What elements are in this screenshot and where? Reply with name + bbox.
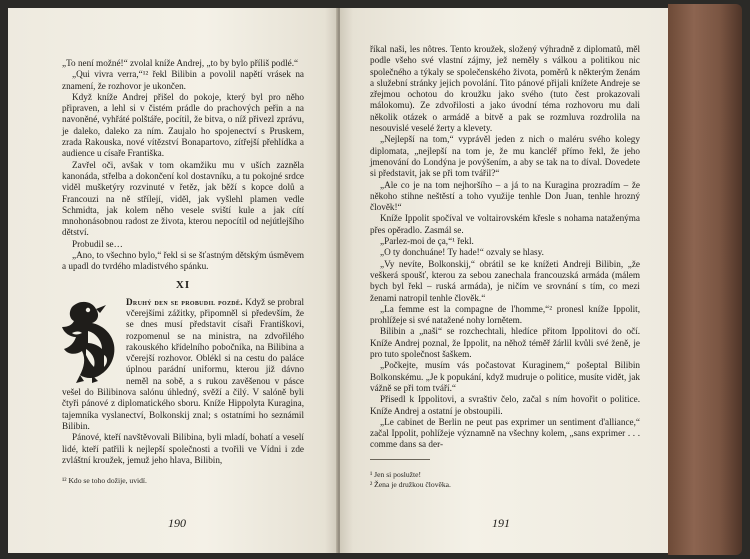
paragraph: „O ty donchuáne! Ty hade!“ ozvaly se hlasy. xyxy=(380,247,544,258)
footnotes xyxy=(370,470,640,490)
footnotes xyxy=(62,476,304,486)
page-number: 190 xyxy=(168,516,186,530)
book-cover-edge xyxy=(668,4,742,555)
footnote: ¹² Kdo se toho dožije, uvidí. xyxy=(62,476,147,486)
paragraph: Pánové, kteří navštěvovali Bilibina, byli mladí, bohatí a veselí lidé, kteří patřili k nejlepší společnosti a tvořili ve Vídni i zde zvláštní kroužek, jemuž jeho hlava, Bilibin, xyxy=(62,432,304,465)
paragraph: Přisedl k Ippolitovi, a svraštiv čelo, začal s ním hovořit o politice. Kníže Andrej a ostatní je obstoupili. xyxy=(370,394,640,416)
paragraph: Když kníže Andrej přišel do pokoje, který byl pro něho připraven, a lehl si v čistém prádle do prachových peřin a na navoněné, vyhřáté polštáře, pocítil, že bitva, o níž přivezl zprávu, je daleko, daleko za ním. Zaujalo ho spojenectví s Pruskem, zrada Rakouska, nové vítězství Bonapartovo, zítřejší přehlídka a audience u císaře Františka. xyxy=(62,91,304,159)
paragraph: „Počkejte, musím vás počastovat Kuraginem,“ pošeptal Bilibin Bolkonskému. „Je k popukání, když mudruje o politice, musíte vidět, jak vážně se při tom tváří.“ xyxy=(370,360,640,393)
paragraph: „Qui vivra verra,“¹² řekl Bilibin a povolil napětí vrásek na znamení, že rozhovor je ukončen. xyxy=(62,69,304,91)
chapter-title: XI xyxy=(175,278,191,291)
paragraph: „La femme est la compagne de l'homme,“² pronesl kníže Ippolit, prohlížeje si své natažené nohy lornětem. xyxy=(370,303,640,326)
paragraph: „To není možné!“ zvolal kníže Andrej, „to by bylo příliš podlé.“ xyxy=(62,58,299,68)
paragraph: „Parlez-moi de ça,“¹ řekl. xyxy=(380,236,474,247)
paragraph: „Ano, to všechno bylo,“ řekl si se šťastným dětským úsměvem a upadl do tvrdého mladistvého spánku. xyxy=(62,250,304,272)
paragraph: Probudil se… xyxy=(72,238,123,249)
chapter-opening xyxy=(62,297,304,433)
right-page xyxy=(340,8,670,553)
footnote: ² Žena je družkou člověka. xyxy=(370,479,451,489)
footnote-rule xyxy=(370,459,430,460)
chapter-body: Když se probral včerejšími zážitky, připomněl si především, že se dnes musí představit císaři Františkovi, rozpomenul se na ministra, na zdvořilého rakouského křídelního pobočníka, na Bilibina a včerejší rozhovor. Oblékl si na cestu do paláce úplnou parádní uniformu, kterou již dávno neměl na sobě, a s rukou zavěšenou v pásce vešel do Bilibinova salónu úhledný, svěží a čilý. V salóně byli čtyři pánové z diplomatického sboru. Kníže Hippolyta Kuragina, tajemníka vyslanectví, Bolkonskij znal; s ostatními ho seznámil Bilibin. xyxy=(62,296,305,431)
paragraph: „Le cabinet de Berlin ne peut pas exprimer un sentiment d'alliance,“ začal Ippolit, pohlížeje významně na všechny kolem, „sans exprimer . . . comme dans sa der- xyxy=(370,416,640,450)
paragraph: „Vy nevíte, Bolkonskij,“ obrátil se ke knížeti Andreji Bilibin, „že veškerá spoušť, kterou za sebou zanechala francouzská armáda (málem bych byl řekl – ruská armáda), je ničím ve srovnání s tím, co mezi ženami natropil tenhle člověk.“ xyxy=(370,258,640,303)
paragraph: Bilibin a „naši“ se rozchechtali, hledíce přitom Ippolitovi do očí. Kníže Andrej poznal, že Ippolit, na něhož téměř žárlil kvůli své ženě, je pro tuto společnost šaškem. xyxy=(370,326,640,360)
footnote: ¹ Jen si poslužte! xyxy=(370,469,421,479)
left-page xyxy=(8,8,338,553)
bird-ornament-icon xyxy=(58,297,120,383)
paragraph: „Nejlepší na tom,“ vyprávěl jeden z nich o maléru svého kolegy diplomata, „nejlepší na tom je, že mu kancléř přímo řekl, že jeho jmenování do Londýna je povýšením, a aby se tak na to díval. Dovedete si představit, jak se při tom tvářil?“ xyxy=(370,134,640,179)
paragraph: Zavřel oči, avšak v tom okamžiku mu v uších zazněla kanonáda, střelba a dokončení kol dostavníku, a tu pokojné srdce viděl mušketýry rozvinuté v řetěz, jak běží s kopce dolů a Francouzi na ně střílejí, viděl, jak vyšlehl plamen vedle Schmidta, jak kolem něho vesele sviští kule a jak cítí mnohonásobnou radost ze života, kterou nepocítil od nejútlejšího dětství. xyxy=(62,159,304,238)
chapter-lead: Druhý den se probudil pozdě. xyxy=(126,296,243,307)
paragraph: říkal naši, les nôtres. Tento kroužek, složený výhradně z diplomatů, měl podle všeho své vlastní zájmy, jež neměly s válkou a politikou nic společného a týkaly se společenského života, poměrů k některým ženám a služební stránky jejich povolání. Tito pánové přijali knížete Andreje se zřejmou ochotou do kroužku jako svého (tuto čest prokazovali málokomu). Ze zdvořilosti a jako úvodní téma rozhovoru mu dali několik otázek o armádě a bitvě a pak se rozmluva rozdrolila na nesouvislé veselé žerty a klevety. xyxy=(370,44,640,134)
paragraph: „Ale co je na tom nejhoršího – a já to na Kuragina prozradím – že někoho stihne neštěstí a toho využije tenhle Don Juan, tenhle hrozný člověk!“ xyxy=(370,179,640,213)
page-number: 191 xyxy=(492,516,510,530)
paragraph: Kníže Ippolit spočíval ve voltairovském křesle s nohama nataženýma přes opěradlo. Zasmál se. xyxy=(370,213,640,235)
